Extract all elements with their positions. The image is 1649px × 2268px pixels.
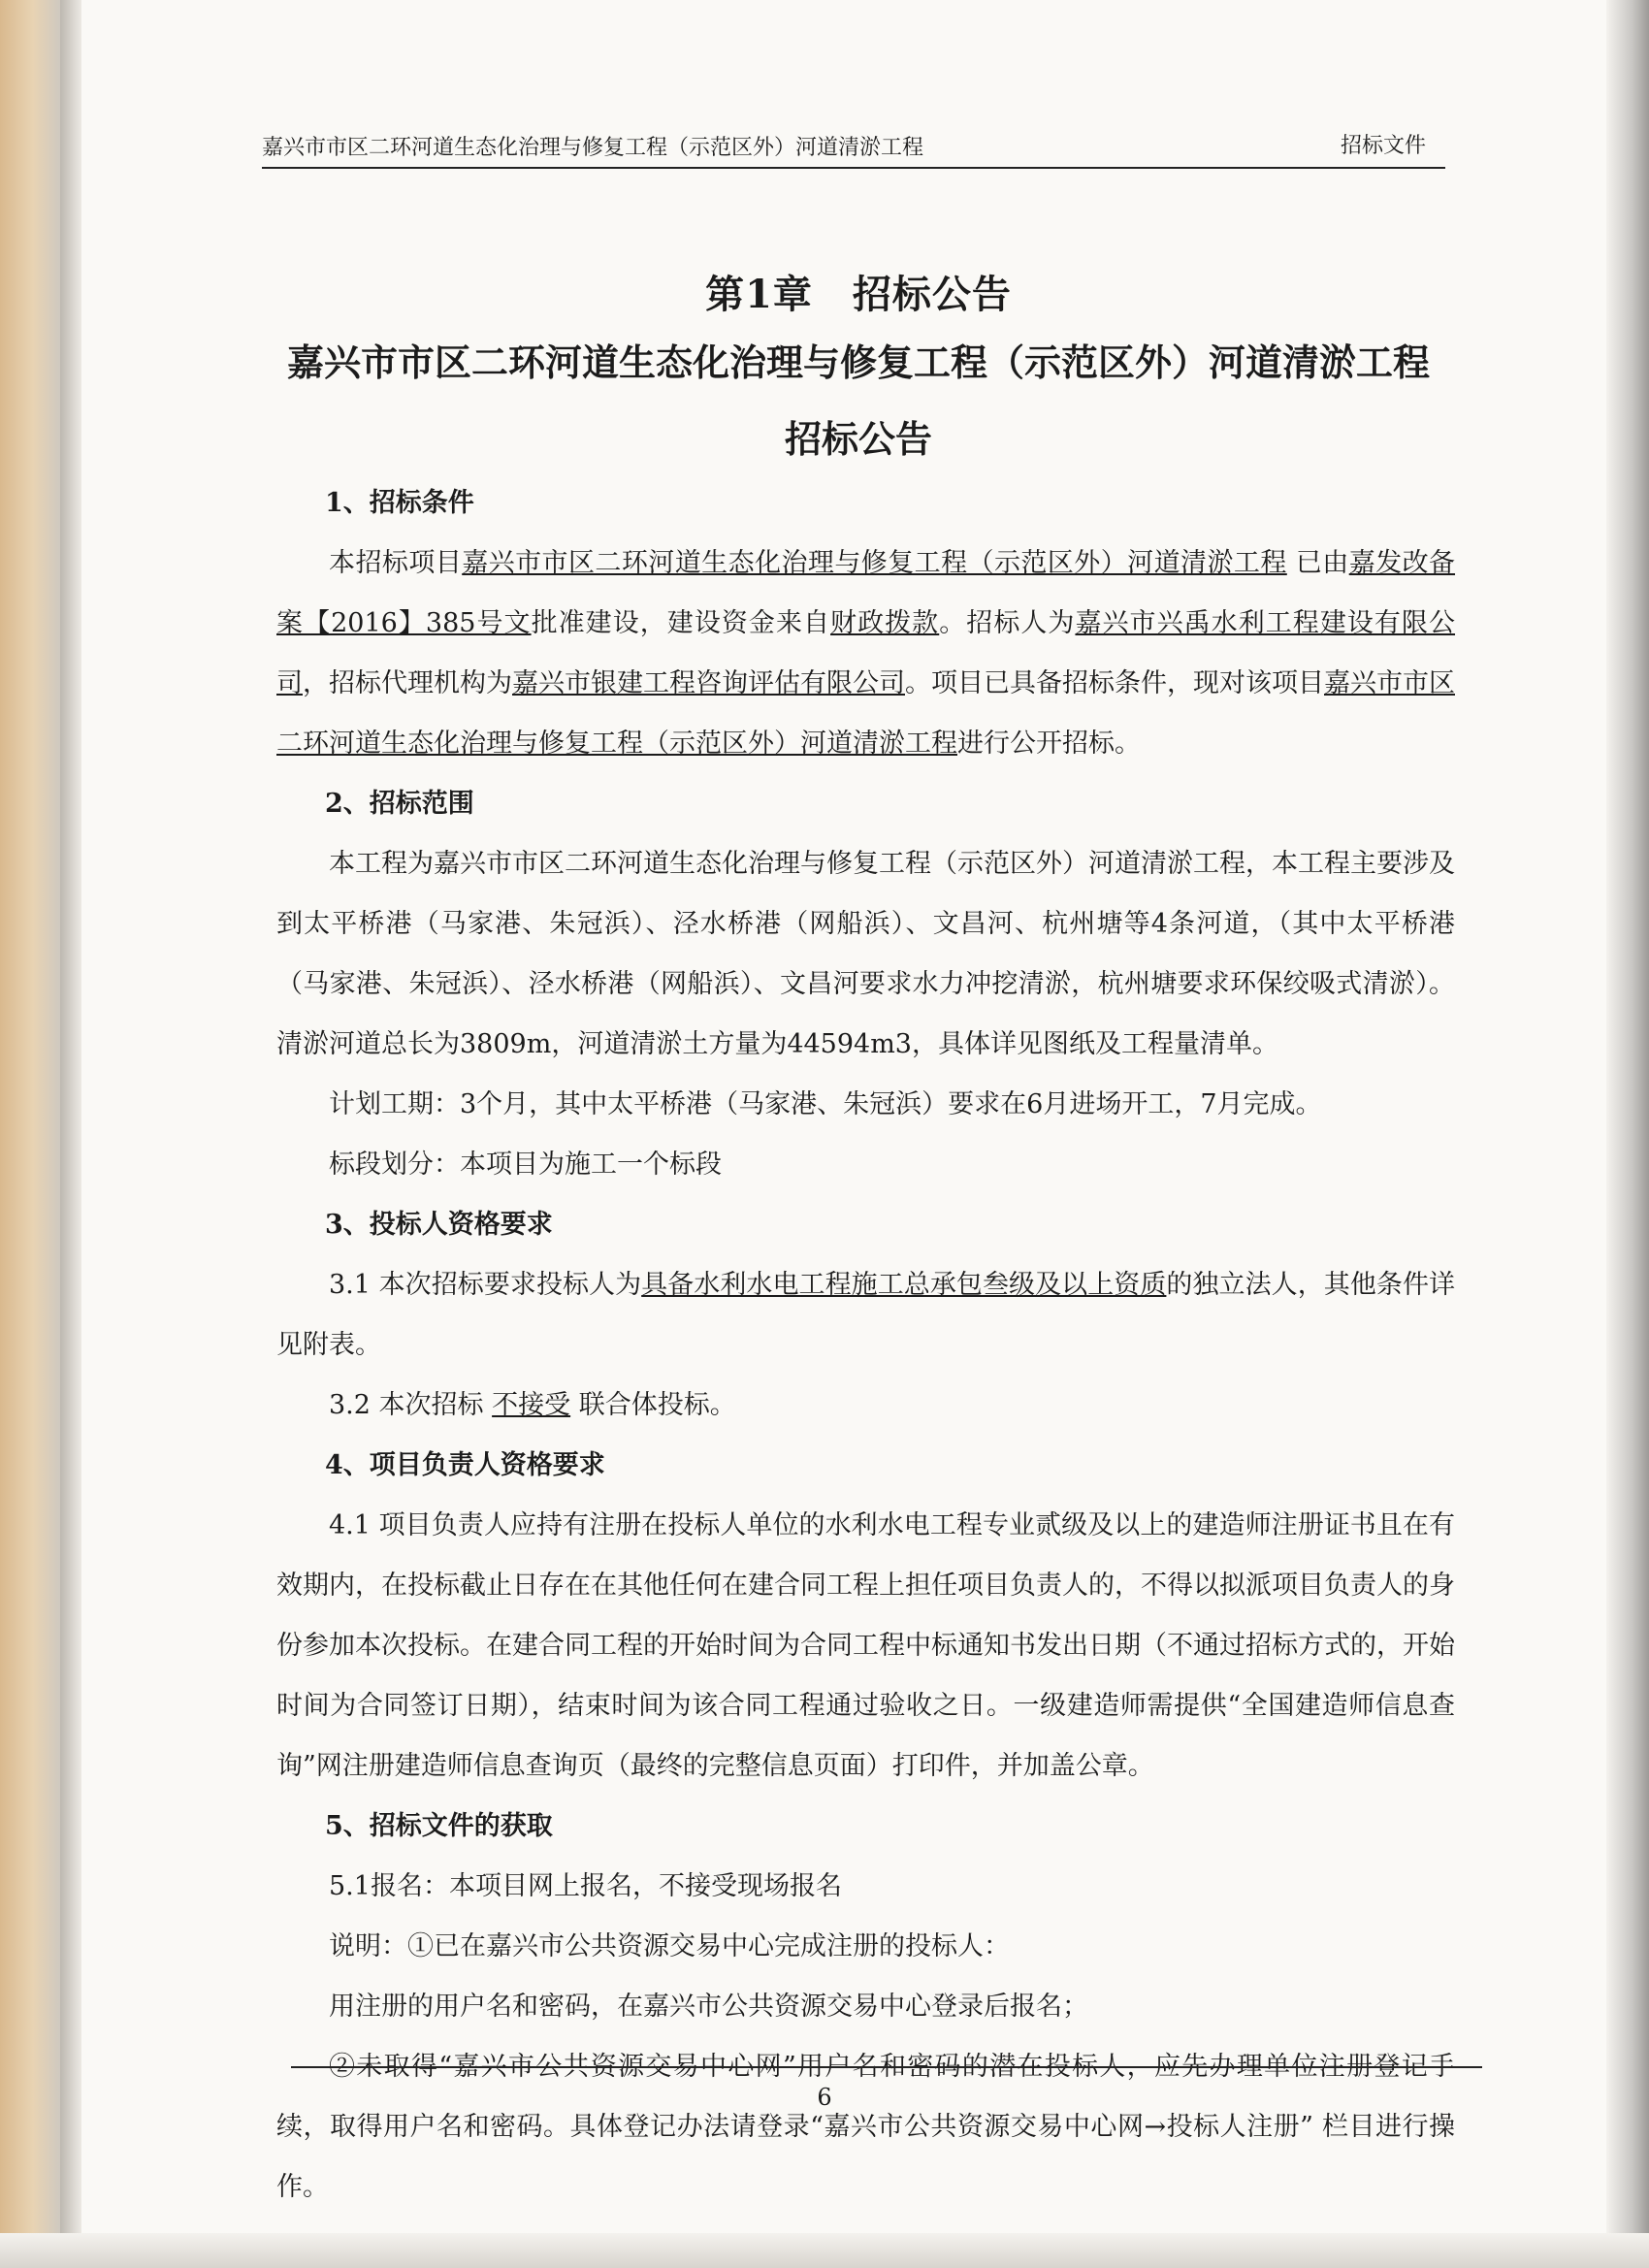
paragraph-scope: 本工程为嘉兴市市区二环河道生态化治理与修复工程（示范区外）河道清淤工程，本工程主要涉及到太平桥港（马家港、朱冠浜）、泾水桥港（网船浜）、文昌河、杭州塘等4条河道，（其中太平桥港（马家港、朱冠浜）、泾水桥港（网船浜）、文昌河要求水力冲挖清淤，杭州塘要求环保绞吸式清淤）。清淤河道总长为3809m，河道清淤土方量为44594m3，具体详见图纸及工程量清单。 (276, 849, 1455, 1059)
text-span: 批准建设，建设资金来自 (531, 608, 831, 638)
page-number: 6 (817, 2084, 832, 2111)
paragraph-qualification (276, 1255, 1455, 1376)
scan-edge-bottom (0, 2233, 1649, 2268)
project-name-underlined: 嘉兴市市区二环河道生态化治理与修复工程（示范区外）河道清淤工程 (462, 548, 1287, 578)
section-heading-1: 1、招标条件 (325, 488, 474, 518)
text-span: 。招标人为 (939, 608, 1076, 638)
paragraph-bidding-conditions (276, 534, 1455, 774)
text-span: 。项目已具备招标条件，现对该项目 (905, 668, 1324, 698)
text-span: 本招标项目 (329, 548, 463, 578)
tenderer-underlined: 嘉兴市兴禹水利工程建设有限公司 (276, 608, 1456, 698)
scan-edge-left (0, 0, 60, 2268)
text-span: 的独立法人，其他条件详见附表。 (276, 1270, 1456, 1360)
text-span: 3.1 本次招标要求投标人为 (329, 1270, 642, 1300)
qualification-underlined: 具备水利水电工程施工总承包叁级及以上资质 (641, 1270, 1167, 1300)
consortium-underlined: 不接受 (492, 1390, 571, 1420)
text-span: 进行公开招标。 (957, 729, 1141, 759)
scan-edge-shadow (60, 0, 81, 2268)
paragraph-lots: 标段划分：本项目为施工一个标段 (329, 1150, 722, 1180)
header-project-name: 嘉兴市市区二环河道生态化治理与修复工程（示范区外）河道清淤工程 (262, 136, 924, 160)
paragraph-schedule: 计划工期：3个月，其中太平桥港（马家港、朱冠浜）要求在6月进场开工，7月完成。 (329, 1089, 1322, 1119)
running-header (262, 134, 1445, 169)
section-heading-5: 5、招标文件的获取 (325, 1811, 553, 1841)
paragraph-note-1: 说明：①已在嘉兴市公共资源交易中心完成注册的投标人： (329, 1931, 1010, 1961)
text-span: 联合体投标。 (570, 1390, 736, 1420)
paragraph-project-manager: 4.1 项目负责人应持有注册在投标人单位的水利水电工程专业贰级及以上的建造师注册证书且在有效期内，在投标截止日存在在其他任何在建合同工程上担任项目负责人的，不得以拟派项目负责人的身份参加本次投标。在建合同工程的开始时间为合同工程中标通知书发出日期（不通过招标方式的，开始时间为合同签订日期），结束时间为该合同工程通过验收之日。一级建造师需提供“全国建造师信息查询”网注册建造师信息查询页（最终的完整信息页面）打印件，并加盖公章。 (276, 1510, 1455, 1781)
document-body (276, 473, 1455, 2218)
project-title: 嘉兴市市区二环河道生态化治理与修复工程（示范区外）河道清淤工程 (286, 340, 1430, 384)
title-block (272, 264, 1445, 463)
scan-edge-right (1606, 0, 1649, 2268)
approval-doc-underlined: 嘉发改备案【2016】385号文 (276, 548, 1456, 638)
footer-rule (291, 2066, 1482, 2068)
paragraph-consortium (276, 1376, 1455, 1436)
funding-source-underlined: 财政拨款 (830, 608, 940, 638)
text-span: 已由 (1286, 548, 1349, 578)
section-heading-2: 2、招标范围 (325, 789, 474, 819)
paragraph-note-1b: 用注册的用户名和密码，在嘉兴市公共资源交易中心登录后报名； (329, 1992, 1088, 2022)
text-span: ，招标代理机构为 (303, 668, 512, 698)
header-doc-type: 招标文件 (1340, 134, 1426, 158)
text-span: 3.2 本次招标 (329, 1390, 493, 1420)
section-heading-4: 4、项目负责人资格要求 (325, 1450, 605, 1480)
section-heading-3: 3、投标人资格要求 (325, 1210, 553, 1240)
project-name-underlined: 嘉兴市市区二环河道生态化治理与修复工程（示范区外）河道清淤工程 (276, 668, 1455, 759)
agency-underlined: 嘉兴市银建工程咨询评估有限公司 (512, 668, 905, 698)
chapter-title: 第1章 招标公告 (705, 272, 1012, 317)
paragraph-note-2: ②未取得“嘉兴市公共资源交易中心网”用户名和密码的潜在投标人，应先办理单位注册登记手续，取得用户名和密码。具体登记办法请登录“嘉兴市公共资源交易中心网→投标人注册” 栏目进行操作。 (276, 2052, 1455, 2202)
notice-title: 招标公告 (784, 417, 932, 461)
paragraph-registration: 5.1报名：本项目网上报名，不接受现场报名 (329, 1871, 842, 1901)
